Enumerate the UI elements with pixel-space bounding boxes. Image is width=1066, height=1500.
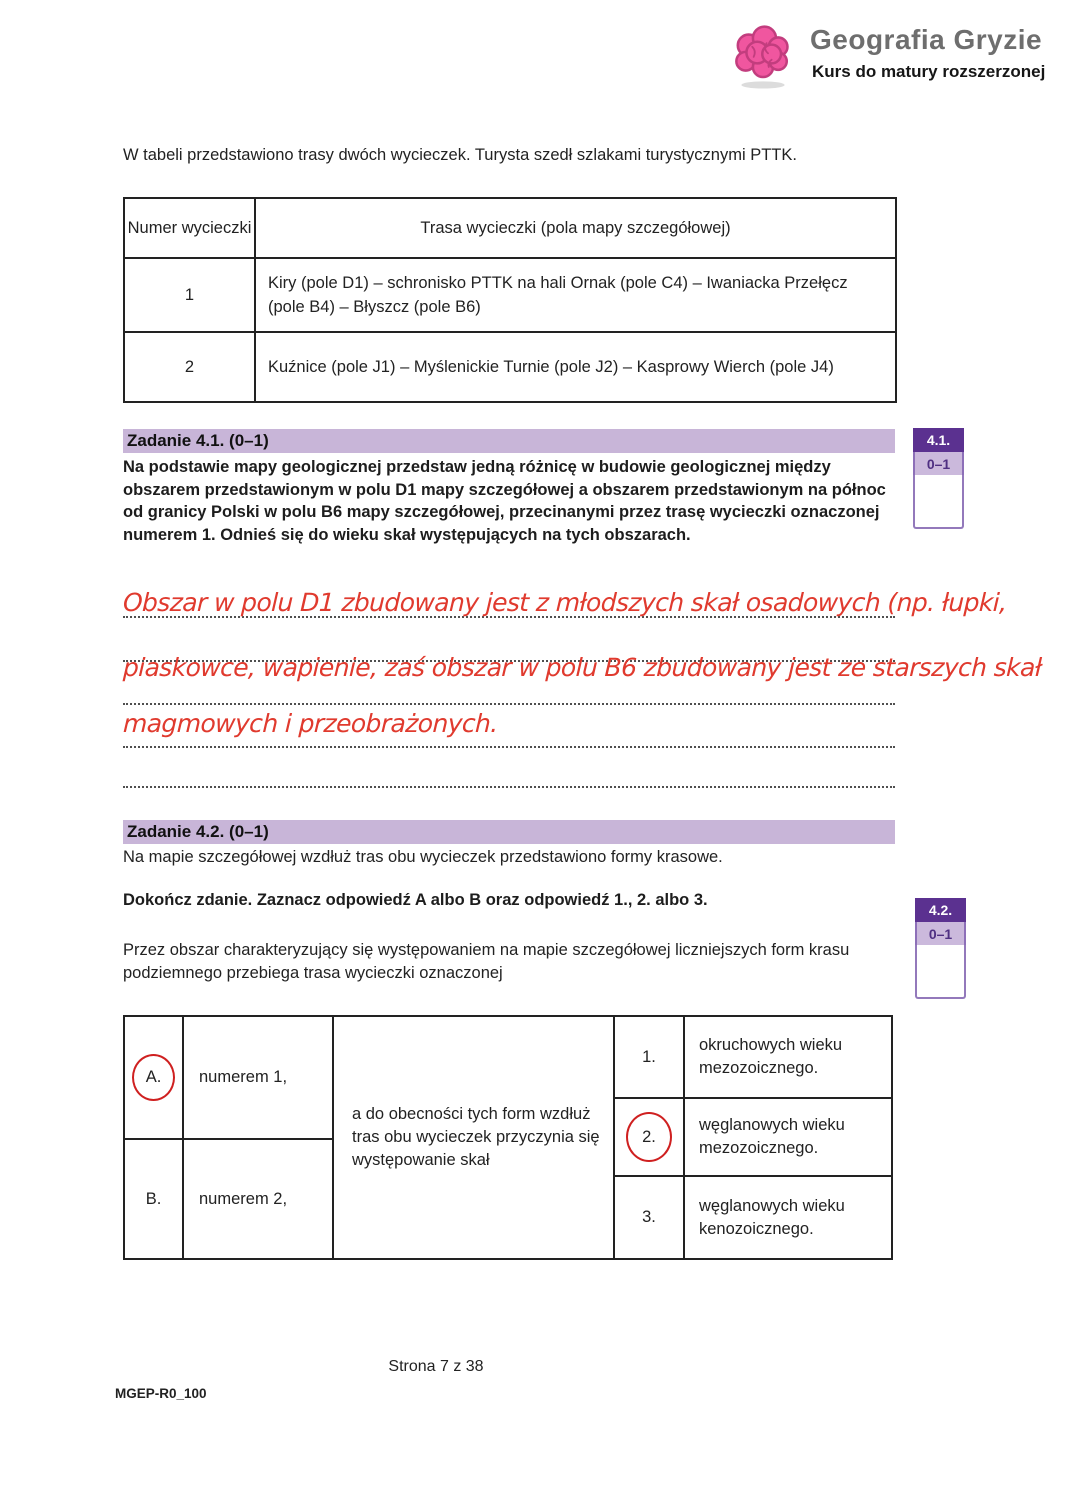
document-code: MGEP-R0_100 (115, 1386, 207, 1401)
routes-col1-header: Numer wycieczki (124, 198, 255, 258)
score-box-label: 4.1. (913, 428, 964, 452)
option-b-text[interactable]: numerem 2, (199, 1189, 288, 1208)
option-label: 1. (642, 1047, 656, 1066)
route-description: Kuźnice (pole J1) – Myślenickie Turnie (pole J2) – Kasprowy Wierch (pole J4) (255, 332, 896, 402)
option-label: A. (145, 1068, 162, 1086)
selected-answer-circle (626, 1112, 672, 1162)
handwritten-answer-line: magmowych i przeobrażonych. (122, 709, 499, 738)
selected-answer-circle (132, 1054, 175, 1101)
page-number: Strona 7 z 38 (388, 1358, 484, 1375)
score-box-points: 0–1 (915, 922, 966, 945)
table-row (124, 332, 896, 402)
answer-line (123, 746, 895, 748)
option-b-cell[interactable] (125, 1140, 182, 1258)
score-box-label: 4.2. (915, 898, 966, 922)
routes-header-row (124, 198, 896, 258)
route-number: 1 (124, 258, 255, 332)
option-a-text[interactable]: numerem 1, (199, 1068, 288, 1086)
table-row (124, 258, 896, 332)
task-4-2-instruction: Dokończ zdanie. Zaznacz odpowiedź A albo B oraz odpowiedź 1., 2. albo 3. (123, 891, 708, 909)
option-1-cell[interactable] (615, 1017, 683, 1097)
option-2-cell[interactable] (615, 1099, 683, 1175)
handwritten-answer-line: piaskowce, wapienie, zaś obszar w polu B6 zbudowany jest ze starszych skał (122, 653, 1042, 682)
option-label: 3. (642, 1208, 656, 1226)
option-3-text[interactable]: węglanowych wieku kenozoicznego. (699, 1196, 845, 1238)
route-description: Kiry (pole D1) – schronisko PTTK na hali Ornak (pole C4) – Iwaniacka Przełęcz (pole B4) – Błyszcz (pole B6) (255, 258, 896, 332)
option-3-cell[interactable] (615, 1177, 683, 1258)
answer-line (123, 786, 895, 788)
score-box-points: 0–1 (913, 452, 964, 475)
connector-text-cell: a do obecności tych form wzdłuż tras obu wycieczek przyczynia się występowanie skał (352, 1105, 600, 1169)
score-box-empty (913, 475, 964, 529)
option-2-text[interactable]: węglanowych wieku mezozoicznego. (699, 1116, 845, 1157)
routes-col2-header: Trasa wycieczki (pola mapy szczegółowej) (255, 198, 896, 258)
logo (727, 12, 1057, 92)
logo-subtitle: Kurs do matury rozszerzonej (812, 62, 1046, 81)
handwritten-answer-line: Obszar w polu D1 zbudowany jest z młodszych skał osadowych (np. łupki, (122, 588, 1008, 617)
score-box-empty (915, 945, 966, 999)
option-label: B. (145, 1189, 162, 1208)
brain-icon (727, 16, 799, 92)
option-label: 2. (642, 1127, 656, 1146)
answer-line (123, 703, 895, 705)
intro-text: W tabeli przedstawiono trasy dwóch wycieczek. Turysta szedł szlakami turystycznymi PTTK. (123, 146, 797, 164)
task-4-2-stem: Przez obszar charakteryzujący się występowaniem na mapie szczegółowej liczniejszych form krasu podziemnego przebiega trasa wycieczki oznaczonej (123, 941, 850, 982)
choice-table (123, 1015, 893, 1260)
option-a-cell[interactable] (125, 1017, 182, 1138)
score-box-4-2 (915, 898, 966, 999)
logo-title: Geografia Gryzie (810, 24, 1043, 55)
routes-table (123, 197, 897, 403)
task-4-1-body: Na podstawie mapy geologicznej przedstaw jedną różnicę w budowie geologicznej między obszarem przedstawionym w polu D1 mapy szczegółowej a obszarem przedstawionym na północ od granicy Polski w polu B6 mapy szczegółowej, przecinanymi przez trasę wycieczki oznaczonej numerem 1. Odnieś się do wieku skał występujących na tych obszarach. (123, 458, 886, 544)
task-4-1-header: Zadanie 4.1. (0–1) (123, 429, 895, 453)
score-box-4-1 (913, 428, 964, 529)
option-1-text[interactable]: okruchowych wieku mezozoicznego. (699, 1036, 843, 1077)
task-4-2-intro: Na mapie szczegółowej wzdłuż tras obu wycieczek przedstawiono formy krasowe. (123, 848, 723, 866)
route-number: 2 (124, 332, 255, 402)
task-4-2-header: Zadanie 4.2. (0–1) (123, 820, 895, 844)
